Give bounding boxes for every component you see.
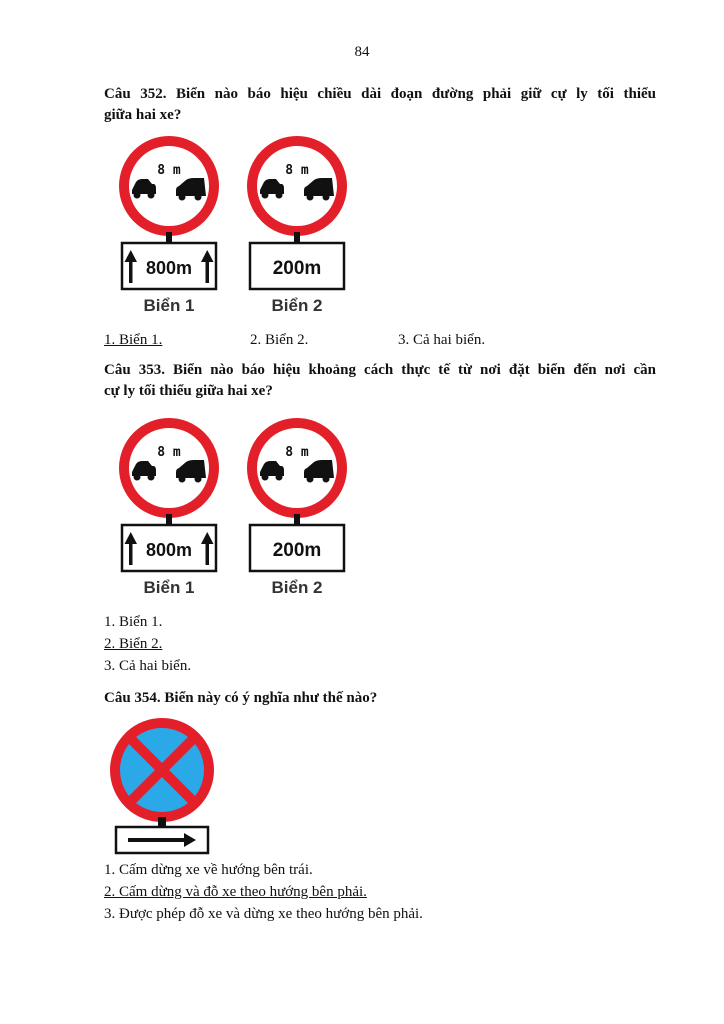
q353-sign-2-label: Biển 2	[271, 578, 323, 597]
q353-sign-1	[114, 418, 224, 574]
q353-answer-3: 3. Cả hai biển.	[104, 658, 192, 674]
sign-post	[158, 817, 166, 827]
q354-no-stopping-sign	[108, 718, 216, 856]
q354-answer-1: 1. Cấm dừng xe về hướng bên trái.	[104, 862, 313, 878]
plate-text: 800m	[145, 540, 193, 560]
q352-answer-1: 1. Biển 1.	[104, 332, 163, 348]
question-352-title	[104, 84, 656, 126]
distance-text: 8 m	[285, 163, 309, 178]
q352-answer-2: 2. Biển 2.	[250, 332, 309, 348]
q354-answer-3: 3. Được phép đỗ xe và dừng xe theo hướng bên phải.	[104, 906, 423, 922]
q352-sign-1-label: Biển 1	[143, 296, 195, 315]
distance-text: 8 m	[157, 445, 181, 460]
plate-text: 200m	[272, 540, 322, 561]
q353-answer-2: 2. Biển 2.	[104, 636, 163, 652]
q352-sign-2	[242, 136, 352, 292]
q352-answer-3: 3. Cả hai biển.	[398, 332, 486, 348]
sign-post	[166, 514, 172, 524]
page-number: 84	[354, 44, 370, 60]
question-352-title-line1: Câu 352. Biển nào báo hiệu chiều dài đoạn đường phải giữ cự ly tối thiểu	[104, 86, 656, 102]
q353-answer-1: 1. Biển 1.	[104, 614, 163, 630]
q352-sign-1	[114, 136, 224, 292]
question-353-title-line2: cự ly tối thiểu giữa hai xe?	[104, 383, 273, 399]
question-354-title: Câu 354. Biển này có ý nghĩa như thế nào?	[104, 690, 378, 706]
distance-text: 8 m	[285, 445, 309, 460]
distance-text: 8 m	[157, 163, 181, 178]
sign-post	[166, 232, 172, 242]
q352-sign-2-label: Biển 2	[271, 296, 323, 315]
q353-sign-1-label: Biển 1	[143, 578, 195, 597]
plate-text: 800m	[145, 258, 193, 278]
plate-text: 200m	[272, 258, 322, 279]
question-352-title-line2: giữa hai xe?	[104, 107, 182, 123]
q354-answer-2: 2. Cấm dừng và đỗ xe theo hướng bên phải.	[104, 884, 367, 900]
question-353-title	[104, 360, 656, 402]
sign-post	[294, 514, 300, 524]
sign-post	[294, 232, 300, 242]
question-353-title-line1: Câu 353. Biển nào báo hiệu khoảng cách thực tế từ nơi đặt biển đến nơi cần	[104, 362, 656, 378]
q353-sign-2	[242, 418, 352, 574]
